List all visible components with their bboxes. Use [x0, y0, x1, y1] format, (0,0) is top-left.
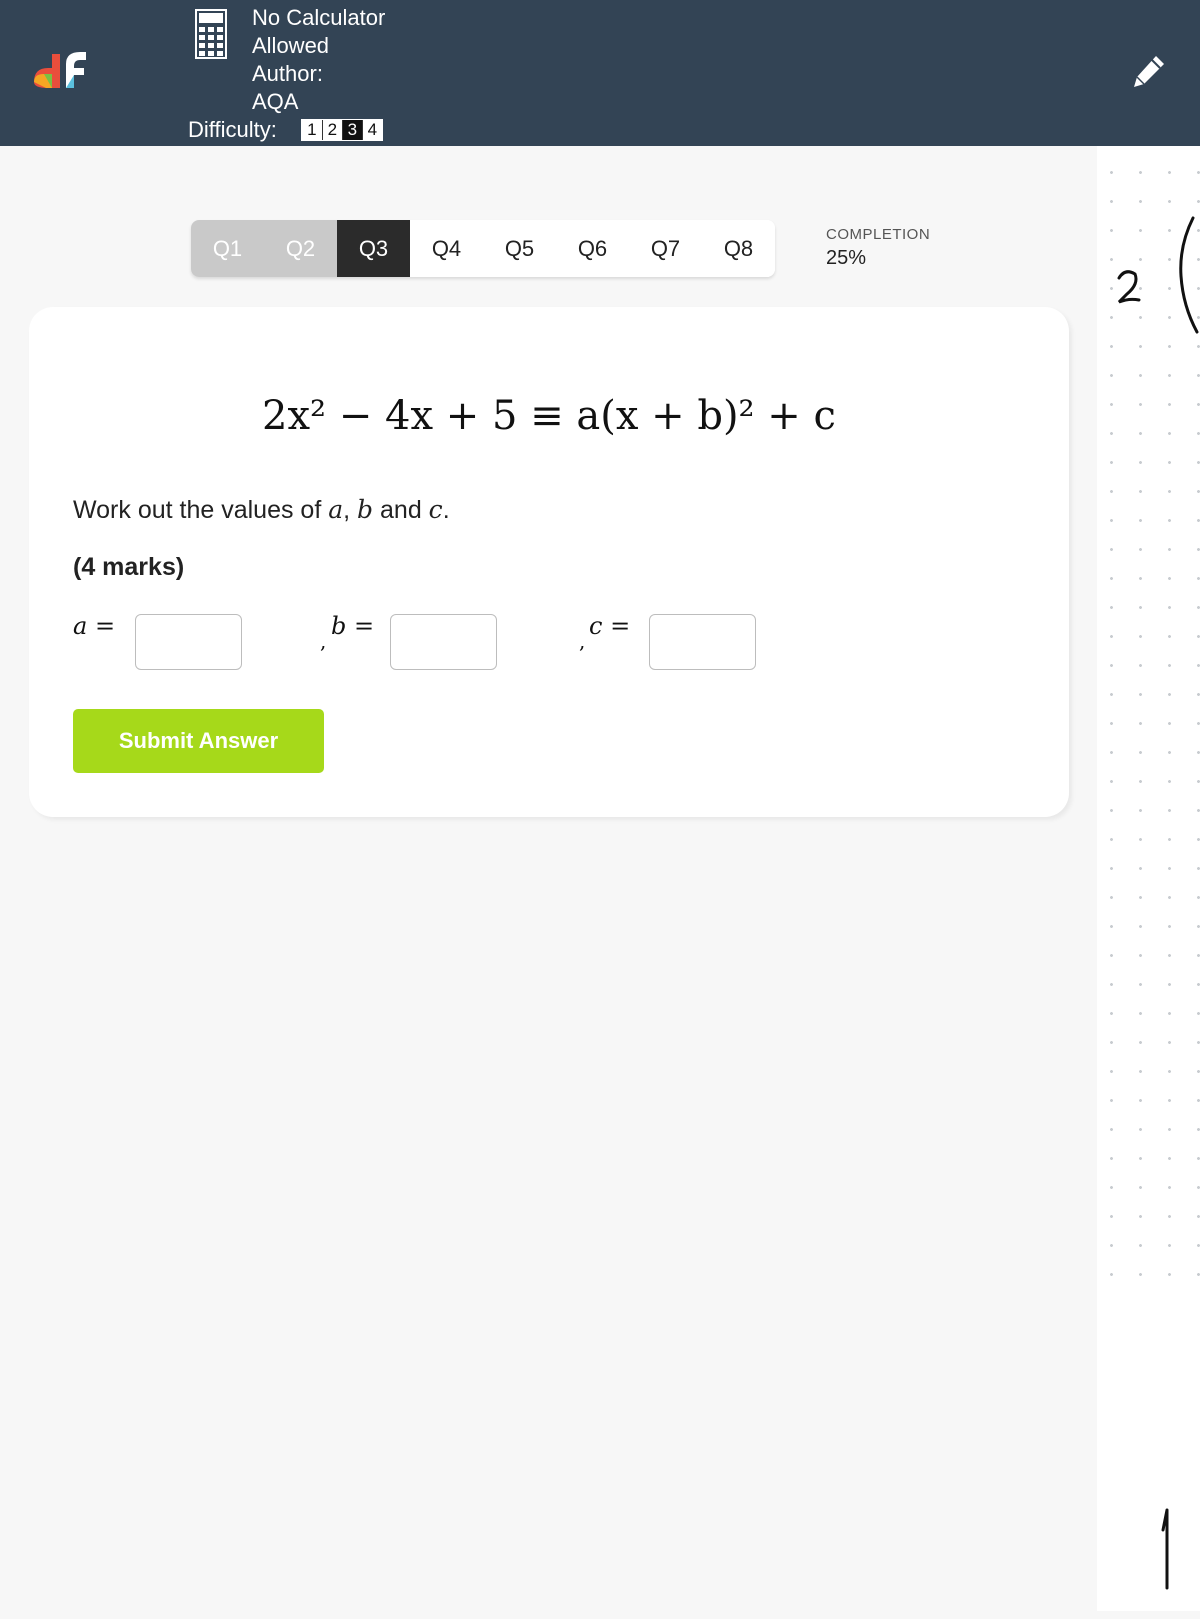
- question-tabs: [191, 220, 775, 277]
- question-equation: [29, 393, 1069, 439]
- question-card: [29, 307, 1069, 817]
- answer-c-variable: c: [589, 612, 603, 640]
- tab-q2[interactable]: Q2: [264, 220, 337, 277]
- difficulty-label: Difficulty:: [188, 117, 277, 142]
- answer-b-variable: b: [331, 612, 347, 640]
- answer-b-label: b =: [331, 612, 375, 640]
- tab-q4[interactable]: Q4: [410, 220, 483, 277]
- question-meta: [252, 4, 385, 116]
- top-header: [0, 0, 1200, 146]
- instruction-and: and: [373, 496, 429, 524]
- answer-separator-1: ,: [320, 629, 327, 653]
- answer-a-input[interactable]: [135, 614, 242, 670]
- calculator-status-line1: No Calculator: [252, 5, 386, 30]
- tab-q1[interactable]: Q1: [191, 220, 264, 277]
- answer-c-label: c =: [589, 612, 631, 640]
- question-marks: (4 marks): [73, 553, 185, 581]
- instruction-prefix: Work out the values of: [73, 496, 329, 524]
- answer-c-input[interactable]: [649, 614, 756, 670]
- completion-indicator: [826, 226, 930, 270]
- difficulty-levels: [301, 119, 383, 141]
- author-label: Author:: [252, 61, 323, 86]
- difficulty-level-1: 1: [302, 120, 322, 140]
- author-value: AQA: [252, 89, 299, 114]
- tab-q7[interactable]: Q7: [629, 220, 702, 277]
- difficulty-indicator: [188, 116, 383, 144]
- df-logo-icon[interactable]: [30, 44, 92, 92]
- tab-q8[interactable]: Q8: [702, 220, 775, 277]
- question-instruction: [73, 495, 450, 525]
- instruction-var-a: a: [328, 495, 344, 524]
- tab-q3[interactable]: Q3: [337, 220, 410, 277]
- answer-a-label: a =: [73, 612, 116, 640]
- completion-label: COMPLETION: [826, 226, 931, 243]
- submit-answer-button[interactable]: Submit Answer: [73, 709, 324, 773]
- answer-b-input[interactable]: [390, 614, 497, 670]
- completion-value: 25%: [826, 247, 867, 269]
- answer-a-variable: a: [73, 612, 88, 640]
- instruction-suffix: .: [442, 496, 450, 524]
- tab-q6[interactable]: Q6: [556, 220, 629, 277]
- pen-icon[interactable]: [1128, 52, 1168, 92]
- instruction-sep: ,: [343, 496, 351, 524]
- difficulty-level-4: 4: [362, 120, 382, 140]
- answer-separator-2: ,: [579, 629, 586, 653]
- tab-q5[interactable]: Q5: [483, 220, 556, 277]
- difficulty-level-3: 3: [342, 120, 362, 140]
- equation-text: 2x² − 4x + 5 ≡ a(x + b)² + c: [262, 393, 836, 439]
- calculator-status-line2: Allowed: [252, 33, 330, 58]
- instruction-var-c: c: [428, 495, 443, 524]
- difficulty-level-2: 2: [322, 120, 342, 140]
- calculator-icon: [195, 9, 227, 59]
- instruction-var-b: b: [357, 495, 374, 524]
- scratchpad-ink: [1097, 146, 1200, 1611]
